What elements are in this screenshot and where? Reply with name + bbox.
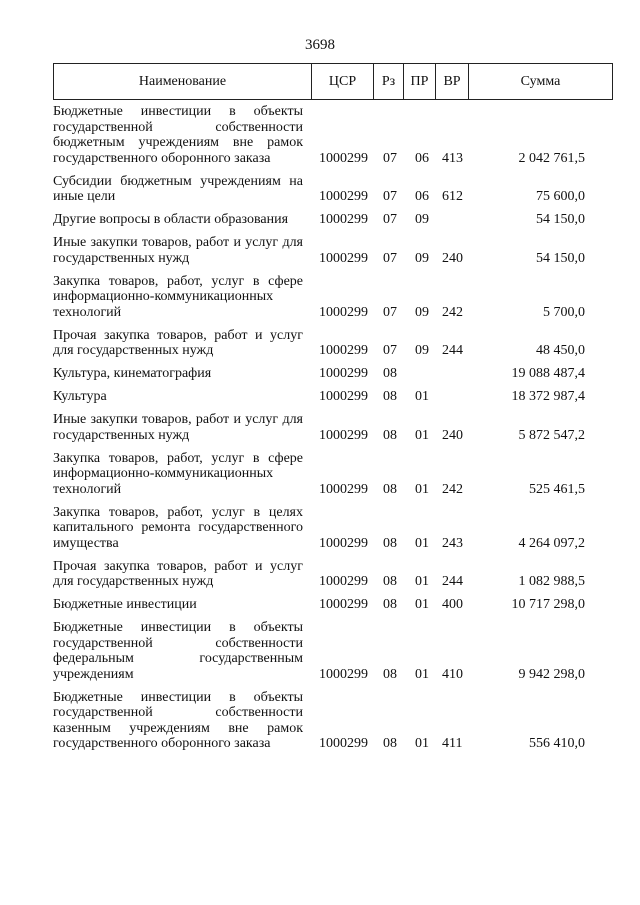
- row-sum: 5 700,0: [543, 304, 585, 320]
- row-sum: 54 150,0: [536, 250, 585, 266]
- row-csr: 1000299: [319, 481, 368, 497]
- row-vr: 240: [442, 427, 463, 443]
- row-pr: 06: [415, 150, 429, 166]
- row-rz: 08: [383, 597, 397, 612]
- header-vr: ВР: [436, 64, 469, 99]
- row-rz: 08: [383, 535, 397, 551]
- table-row: [53, 212, 613, 228]
- row-vr: 240: [442, 250, 463, 266]
- row-name: Закупка товаров, работ, услуг в целях капитального ремонта государственного имущества: [53, 504, 303, 551]
- header-csr: ЦСР: [312, 64, 374, 99]
- row-sum: 2 042 761,5: [518, 150, 585, 166]
- row-csr: 1000299: [319, 212, 368, 227]
- row-csr: 1000299: [319, 597, 368, 612]
- table-body: [53, 104, 613, 759]
- row-rz: 07: [383, 212, 397, 227]
- row-sum: 5 872 547,2: [518, 427, 585, 443]
- row-csr: 1000299: [319, 343, 368, 358]
- table-row: [53, 505, 613, 552]
- row-csr: 1000299: [319, 250, 368, 266]
- table-row: [53, 620, 613, 682]
- row-vr: 243: [442, 535, 463, 551]
- row-rz: 07: [383, 250, 397, 266]
- table-row: [53, 690, 613, 752]
- row-pr: 06: [415, 189, 429, 204]
- row-vr: 411: [442, 736, 463, 751]
- row-vr: 410: [442, 666, 463, 682]
- row-name: Закупка товаров, работ, услуг в сфере информационно-коммуникационных технологий: [53, 450, 303, 497]
- row-csr: 1000299: [319, 150, 368, 166]
- row-values: [53, 212, 613, 228]
- row-rz: 08: [383, 389, 397, 404]
- header-name: Наименование: [54, 64, 312, 99]
- row-name: Бюджетные инвестиции в объекты государственной собственности бюджетным учреждениям вне рамок государственного оборонного заказа: [53, 104, 303, 166]
- row-pr: 09: [415, 212, 429, 227]
- row-rz: 07: [383, 150, 397, 166]
- row-sum: 19 088 487,4: [511, 366, 585, 381]
- row-csr: 1000299: [319, 304, 368, 320]
- row-values: [53, 574, 613, 590]
- row-sum: 4 264 097,2: [518, 535, 585, 551]
- table-row: [53, 412, 613, 443]
- row-pr: 01: [415, 666, 429, 682]
- row-pr: 01: [415, 736, 429, 751]
- row-pr: 01: [415, 574, 429, 589]
- row-values: [53, 305, 613, 321]
- row-vr: 413: [442, 150, 463, 166]
- row-pr: 01: [415, 481, 429, 497]
- row-sum: 9 942 298,0: [518, 666, 585, 682]
- row-vr: 242: [442, 481, 463, 497]
- row-rz: 08: [383, 481, 397, 497]
- row-rz: 07: [383, 304, 397, 320]
- header-sum: Сумма: [520, 74, 561, 89]
- header-pr: ПР: [404, 64, 436, 99]
- row-csr: 1000299: [319, 189, 368, 204]
- row-values: [53, 151, 613, 167]
- table-row: [53, 559, 613, 590]
- row-name: Субсидии бюджетным учреждениям на иные цели: [53, 173, 303, 204]
- table-row: [53, 235, 613, 266]
- table-row: [53, 597, 613, 613]
- table-row: [53, 366, 613, 382]
- row-name: Прочая закупка товаров, работ и услуг для государственных нужд: [53, 558, 303, 589]
- row-sum: 556 410,0: [529, 736, 585, 751]
- row-values: [53, 428, 613, 444]
- row-sum: 1 082 988,5: [518, 574, 585, 589]
- row-name: Иные закупки товаров, работ и услуг для государственных нужд: [53, 412, 303, 443]
- row-vr: 400: [442, 597, 463, 612]
- row-sum: 18 372 987,4: [511, 389, 585, 404]
- row-rz: 08: [383, 736, 397, 751]
- header-rz: Рз: [374, 64, 404, 99]
- row-name: Иные закупки товаров, работ и услуг для государственных нужд: [53, 235, 303, 266]
- table-row: [53, 104, 613, 166]
- row-sum: 525 461,5: [529, 481, 585, 497]
- row-values: [53, 389, 613, 405]
- row-name: Закупка товаров, работ, услуг в сфере информационно-коммуникационных технологий: [53, 273, 303, 320]
- row-values: [53, 536, 613, 552]
- row-csr: 1000299: [319, 666, 368, 682]
- row-csr: 1000299: [319, 535, 368, 551]
- row-pr: 01: [415, 597, 429, 612]
- table-row: [53, 328, 613, 359]
- row-pr: 01: [415, 389, 429, 404]
- page-number: 3698: [305, 37, 335, 53]
- table-row: [53, 389, 613, 405]
- row-name: Бюджетные инвестиции в объекты государственной собственности казенным учреждениям вне рамок государственного оборонного заказа: [53, 689, 303, 751]
- row-csr: 1000299: [319, 574, 368, 589]
- row-vr: 612: [442, 189, 463, 204]
- row-values: [53, 482, 613, 498]
- row-pr: 09: [415, 343, 429, 358]
- row-pr: 09: [415, 250, 429, 266]
- table-row: [53, 274, 613, 321]
- row-csr: 1000299: [319, 389, 368, 404]
- row-values: [53, 667, 613, 683]
- row-rz: 07: [383, 343, 397, 358]
- row-values: [53, 736, 613, 752]
- row-name: Бюджетные инвестиции: [53, 597, 197, 612]
- table-row: [53, 174, 613, 205]
- row-values: [53, 251, 613, 267]
- row-name: Культура, кинематография: [53, 366, 212, 381]
- row-csr: 1000299: [319, 736, 368, 751]
- row-rz: 08: [383, 574, 397, 589]
- row-vr: 244: [442, 343, 463, 358]
- row-values: [53, 597, 613, 613]
- row-rz: 08: [383, 366, 397, 381]
- row-vr: 244: [442, 574, 463, 589]
- row-values: [53, 343, 613, 359]
- row-name: Культура: [53, 389, 107, 404]
- row-sum: 48 450,0: [536, 343, 585, 358]
- row-name: Другие вопросы в области образования: [53, 212, 289, 227]
- row-values: [53, 366, 613, 382]
- row-sum: 10 717 298,0: [511, 597, 585, 612]
- table-header: [53, 63, 613, 100]
- row-vr: 242: [442, 304, 463, 320]
- row-values: [53, 189, 613, 205]
- row-pr: 01: [415, 535, 429, 551]
- row-csr: 1000299: [319, 427, 368, 443]
- row-pr: 09: [415, 304, 429, 320]
- row-rz: 08: [383, 666, 397, 682]
- table-row: [53, 451, 613, 498]
- row-sum: 54 150,0: [536, 212, 585, 227]
- row-rz: 08: [383, 427, 397, 443]
- row-csr: 1000299: [319, 366, 368, 381]
- row-rz: 07: [383, 189, 397, 204]
- row-name: Бюджетные инвестиции в объекты государственной собственности федеральным государственным учреждениям: [53, 620, 303, 682]
- row-name: Прочая закупка товаров, работ и услуг для государственных нужд: [53, 327, 303, 358]
- row-pr: 01: [415, 427, 429, 443]
- row-sum: 75 600,0: [536, 189, 585, 204]
